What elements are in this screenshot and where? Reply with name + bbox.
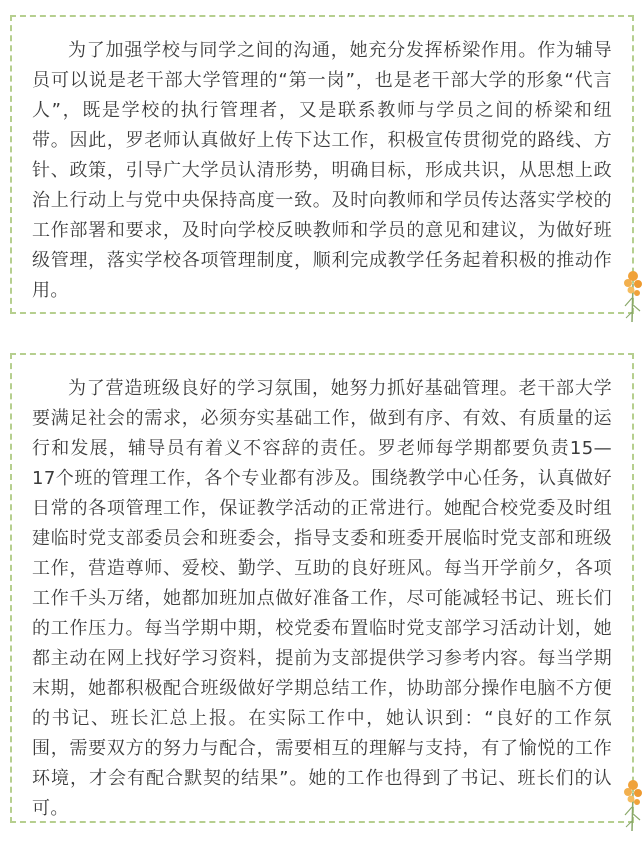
- paragraph-1: 为了加强学校与同学之间的沟通，她充分发挥桥梁作用。作为辅导员可以说是老干部大学管理的“第一岗”，也是老干部大学的形象“代言人”，既是学校的执行管理者，又是联系教师与学员之间的桥梁和纽带。因此，罗老师认真做好上传下达工作，积极宣传贯彻党的路线、方针、政策，引导广大学员认清形势，明确目标，形成共识，从思想上政治上行动上与党中央保持高度一致。及时向教师和学员传达落实学校的工作部署和要求，及时向学校反映教师和学员的意见和建议，为做好班级管理，落实学校各项管理制度，顺利完成教学任务起着积极的推动作用。: [32, 40, 612, 301]
- flower-decoration-icon: [620, 264, 644, 324]
- text-card-2: [10, 353, 634, 823]
- paragraph-2: 为了营造班级良好的学习氛围，她努力抓好基础管理。老干部大学要满足社会的需求，必须夯实基础工作，做到有序、有效、有质量的运行和发展，辅导员有着义不容辞的责任。罗老师每学期都要负责15—17个班的管理工作，各个专业都有涉及。围绕教学中心任务，认真做好日常的各项管理工作，保证教学活动的正常进行。她配合校党委及时组建临时党支部委员会和班委会，指导支委和班委开展临时党支部和班级工作，营造尊师、爱校、勤学、互助的良好班风。每当开学前夕，各项工作千头万绪，她都加班加点做好准备工作，尽可能减轻书记、班长们的工作压力。每当学期中期，校党委布置临时党支部学习活动计划，她都主动在网上找好学习资料，提前为支部提供学习参考内容。每当学期末期，她都积极配合班级做好学期总结工作，协助部分操作电脑不方便的书记、班长汇总上报。在实际工作中，她认识到：“良好的工作氛围，需要双方的努力与配合，需要相互的理解与支持，有了愉悦的工作环境，才会有配合默契的结果”。她的工作也得到了书记、班长们的认可。: [32, 378, 612, 819]
- text-card-1: [10, 15, 634, 314]
- flower-decoration-icon: [620, 773, 644, 833]
